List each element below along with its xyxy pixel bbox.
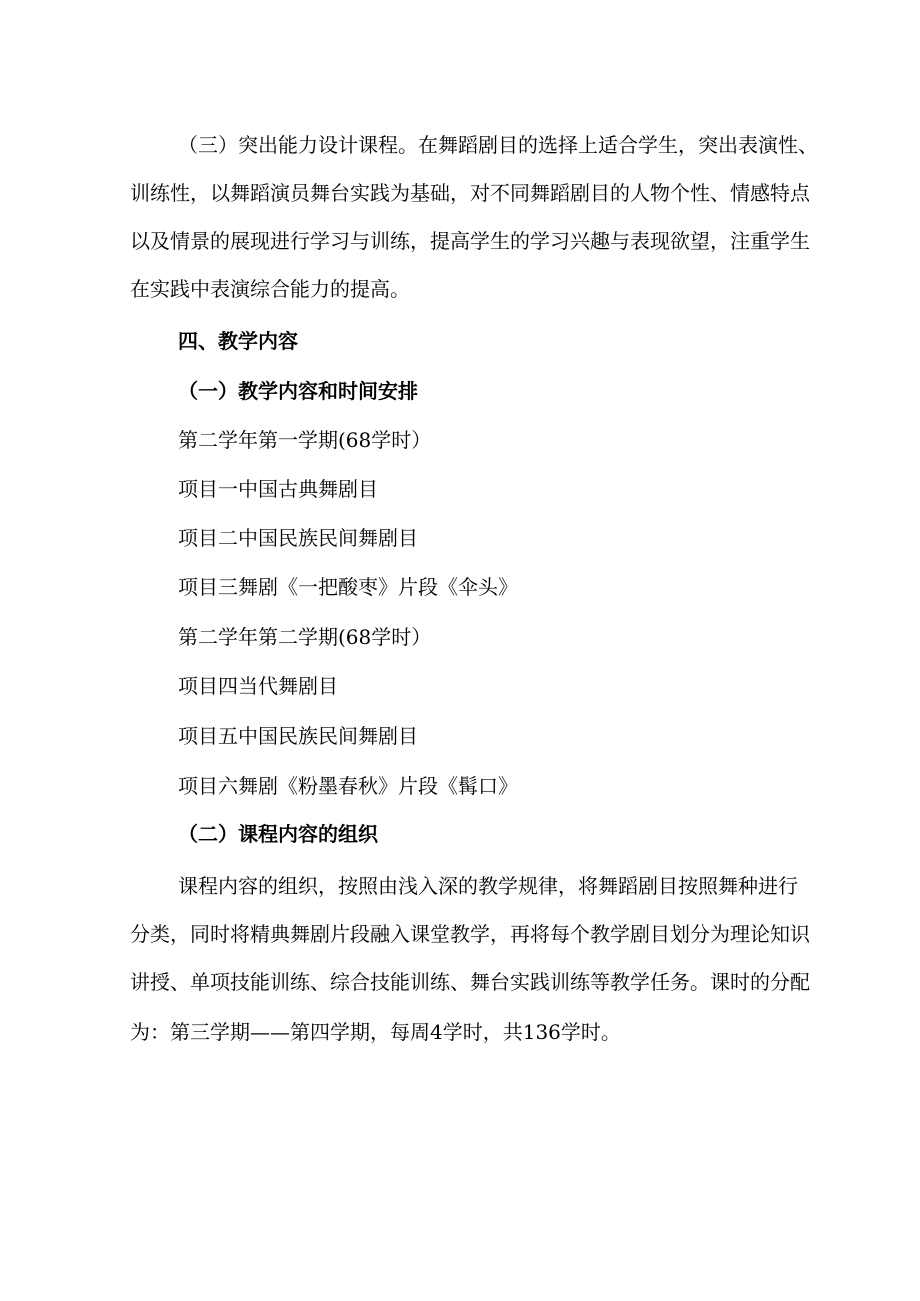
paragraph-line: 以及情景的展现进行学习与训练，提高学生的学习兴趣与表现欲望，注重学生	[130, 229, 810, 253]
paragraph-line: 分类，同时将精典舞剧片段融入课堂教学，再将每个教学剧目划分为理论知识	[130, 922, 810, 946]
paragraph-line: （三）突出能力设计课程。在舞蹈剧目的选择上适合学生，突出表演性、	[178, 133, 818, 157]
schedule-item: 项目一中国古典舞剧目	[178, 477, 378, 501]
schedule-item: 项目五中国民族民间舞剧目	[178, 724, 418, 748]
paragraph-line: 在实践中表演综合能力的提高。	[130, 277, 410, 301]
schedule-item: 项目三舞剧《一把酸枣》片段《伞头》	[178, 575, 518, 599]
paragraph-line: 为：第三学期——第四学期，每周4学时，共136学时。	[130, 1020, 621, 1044]
schedule-item: 项目二中国民族民间舞剧目	[178, 526, 418, 550]
schedule-item: 项目六舞剧《粉墨春秋》片段《髯口》	[178, 774, 518, 798]
schedule-item: 第二学年第二学期(68学时）	[178, 625, 432, 649]
schedule-item: 第二学年第一学期(68学时）	[178, 428, 432, 452]
paragraph-line: 讲授、单项技能训练、综合技能训练、舞台实践训练等教学任务。课时的分配	[130, 970, 810, 994]
subsection-heading: （二）课程内容的组织	[178, 822, 378, 846]
paragraph-line: 训练性，以舞蹈演员舞台实践为基础，对不同舞蹈剧目的人物个性、情感特点	[130, 181, 810, 205]
schedule-item: 项目四当代舞剧目	[178, 674, 338, 698]
subsection-heading: （一）教学内容和时间安排	[178, 379, 418, 403]
section-heading: 四、教学内容	[178, 329, 298, 353]
paragraph-line: 课程内容的组织，按照由浅入深的教学规律，将舞蹈剧目按照舞种进行	[178, 874, 798, 898]
